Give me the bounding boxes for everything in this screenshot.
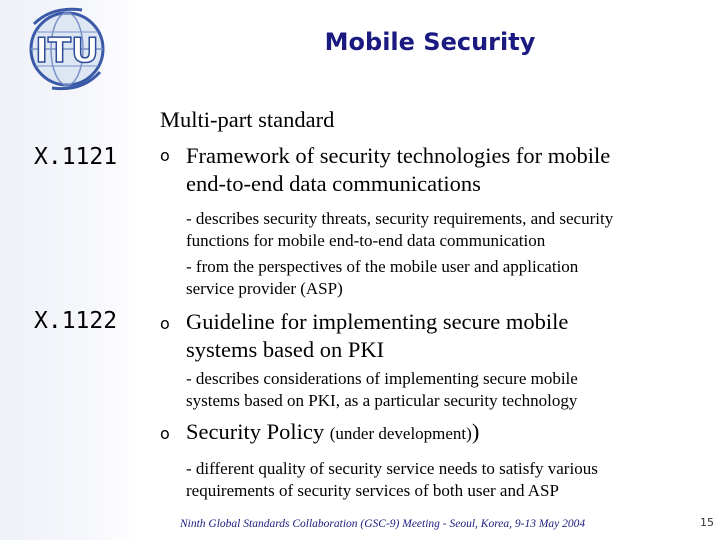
item3-desc-line1: - different quality of security service needs to satisfy various	[186, 459, 598, 478]
item3-desc-line2: requirements of security services of both user and ASP	[186, 481, 559, 500]
label-x1122: X.1122	[34, 308, 118, 334]
footer-text: Ninth Global Standards Collaboration (GSC-9) Meeting - Seoul, Korea, 9-13 May 2004	[180, 518, 586, 530]
item1-desc1-line1: - describes security threats, security requirements, and security	[186, 209, 614, 228]
logo-text: ITU	[35, 31, 99, 71]
item1-title-line1: Framework of security technologies for mobile	[186, 143, 611, 168]
page-number: 15	[700, 516, 714, 529]
page-title: Mobile Security	[324, 28, 536, 56]
label-x1121: X.1121	[34, 144, 118, 170]
item3-note: (under development)	[329, 424, 472, 443]
bullet-icon: o	[160, 424, 170, 443]
item3-close-paren: )	[471, 419, 480, 444]
item1-title-line2: end-to-end data communications	[186, 171, 481, 196]
item2-desc-line1: - describes considerations of implementing secure mobile	[186, 369, 578, 388]
item3-title: Security Policy	[186, 419, 325, 444]
item1-desc1-line2: functions for mobile end-to-end data communication	[186, 231, 546, 250]
item1-desc2-line1: - from the perspectives of the mobile user and application	[186, 257, 579, 276]
item2-desc-line2: systems based on PKI, as a particular security technology	[186, 391, 578, 410]
bullet-icon: o	[160, 314, 170, 333]
item2-title-line1: Guideline for implementing secure mobile	[186, 309, 569, 334]
itu-logo-icon	[22, 4, 112, 92]
item3-title-line	[186, 418, 479, 448]
item1-desc2-line2: service provider (ASP)	[186, 279, 343, 298]
intro-text: Multi-part standard	[160, 107, 335, 132]
bullet-icon: o	[160, 146, 170, 165]
item2-title-line2: systems based on PKI	[186, 337, 385, 362]
